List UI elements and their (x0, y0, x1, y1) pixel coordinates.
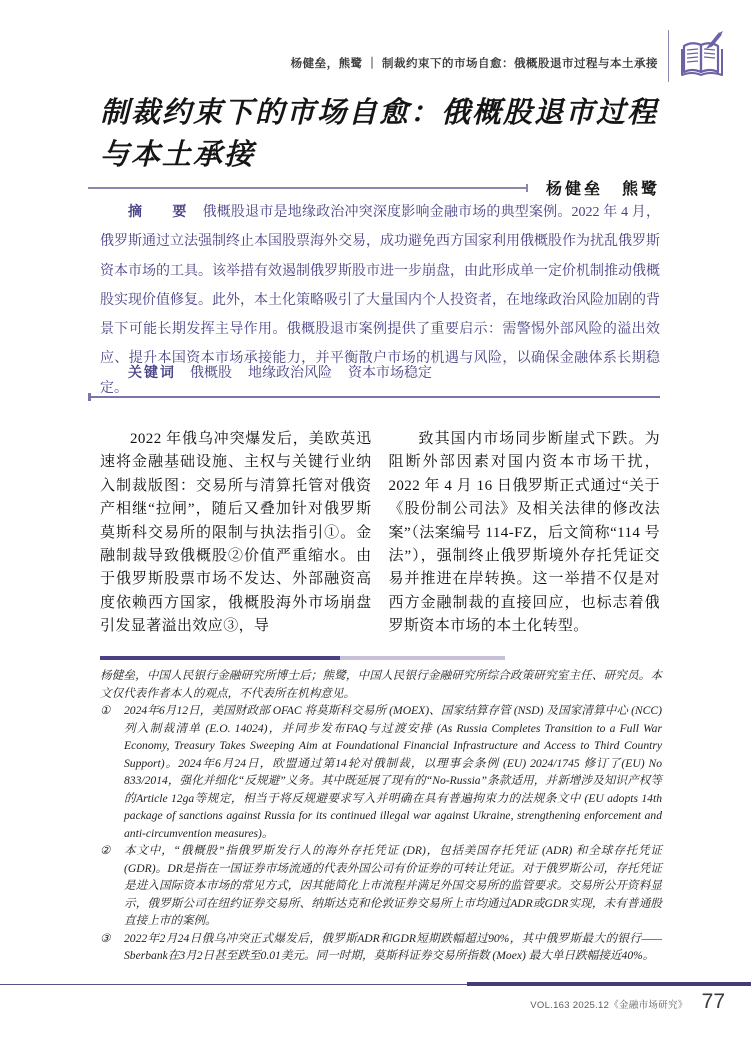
journal-volume: VOL.163 2025.12《金融市场研究》 (530, 1000, 688, 1011)
article-title-line1: 制裁约束下的市场自愈：俄概股退市过程 (100, 97, 659, 129)
page-header (0, 30, 725, 82)
footnote-2 (100, 842, 662, 930)
keyword-3: 资本市场稳定 (348, 366, 432, 381)
author-bio: 杨健垒，中国人民银行金融研究所博士后；熊鹭，中国人民银行金融研究所综合政策研究室主任、研究员。本文仅代表作者本人的观点，不代表所在机构意见。 (100, 669, 662, 700)
abstract-divider (88, 396, 660, 398)
journal-book-quill-icon (679, 30, 725, 82)
keywords-line (100, 362, 660, 382)
footnote-3 (100, 930, 662, 965)
footnote-1 (100, 702, 662, 842)
header-divider (668, 30, 669, 82)
article-title (100, 92, 675, 176)
body-left-column: 2022 年俄乌冲突爆发后，美欧英迅速将金融基础设施、主权与关键行业纳入制裁版图：交易所与清算托管对俄资产相继“拉闸”，随后又叠加针对俄罗斯莫斯科交易所的限制与执法指引①。金融制裁导致俄概股②价值严重缩水。由于俄罗斯股票市场不发达、外部融资高度依赖西方国家，俄概股海外市场崩盘引发显著溢出效应③，导 (100, 431, 372, 635)
footnote-separator-light (340, 656, 505, 660)
author-rule (88, 187, 528, 189)
abstract-label: 摘 要 (128, 205, 195, 220)
footer-rule-accent (467, 982, 751, 986)
article-title-line2: 与本土承接 (100, 139, 256, 171)
footnote-separator-dark (100, 656, 340, 660)
footnote-separator (100, 656, 505, 660)
footnote-2-marker: ② (100, 844, 111, 857)
body-columns (100, 428, 660, 639)
keyword-1: 俄概股 (190, 366, 232, 381)
page-number: 77 (701, 990, 725, 1013)
body-right-column: 致其国内市场同步断崖式下跌。为阻断外部因素对国内资本市场干扰，2022 年 4 月 16 日俄罗斯正式通过“关于《股份制公司法》及相关法律的修改法案”（法案编号 114-FZ，后文简称“114 号法”），强制终止俄罗斯境外存托凭证交易并推进在岸转换。这一举措不仅是对西方金融制裁的直接回应，也标志着俄罗斯资本市场的本土化转型。 (388, 431, 660, 635)
footnote-3-marker: ③ (100, 931, 111, 945)
footnote-1-marker: ① (100, 704, 111, 717)
footnote-1-text: 2024年6月12日，美国财政部 OFAC 将莫斯科交易所 (MOEX)、国家结算存管 (NSD) 及国家清算中心 (NCC) 列入制裁清单 (E.O. 14024)，并同步发布FAQ与过渡安排 (As Russia Completes Transition to a Full War Economy, Treasury Takes Sweeping Aim at Foundational Financial Infrastructure and Access to Third Country Support)。2024年6月24日，欧盟通过第14轮对俄制裁，以理事会条例 (EU) 2024/1745 修订了(EU) No 833/2014，强化并细化“反规避”义务。其中既延展了现有的“No-Russia”条款适用，并新增涉及知识产权等的Article 12ga等规定，相当于将反规避要求写入并明确在具有普遍拘束力的法规条文中 (EU adopts 14th package of sanctions against Russia for its continued illegal war against Ukraine, strengthening enforcement and anti-circumvention measures)。 (124, 704, 662, 840)
authors: 杨健垒 熊鹭 (545, 181, 660, 198)
keywords-label: 关键词 (128, 366, 176, 381)
footnote-2-text: 本文中，“俄概股”指俄罗斯发行人的海外存托凭证 (DR)，包括美国存托凭证 (ADR) 和全球存托凭证 (GDR)。DR是指在一国证券市场流通的代表外国公司有价证券的可转让凭证。对于俄罗斯公司，存托凭证是进入国际资本市场的常见方式，因其能简化上市流程并满足外国交易所的监管要求。交易所公开资料显示，俄罗斯公司在纽约证券交易所、纳斯达克和伦敦证券交易所上市均通过ADR或GDR实现，未有普通股直接上市的案例。 (124, 844, 662, 927)
page-footer (530, 990, 725, 1014)
footnotes (100, 667, 662, 965)
running-head: 杨健垒，熊鹭 ｜ 制裁约束下的市场自愈：俄概股退市过程与本土承接 (290, 58, 658, 70)
footnote-3-text: 2022年2月24日俄乌冲突正式爆发后，俄罗斯ADR和GDR短期跌幅超过90%，其中俄罗斯最大的银行——Sberbank在3月2日甚至跌至0.01美元。同一时期，莫斯科证券交易所指数 (Moex) 最大单日跌幅接近40%。 (124, 931, 662, 962)
abstract-text: 俄概股退市是地缘政治冲突深度影响金融市场的典型案例。2022 年 4 月，俄罗斯通过立法强制终止本国股票海外交易，成功避免西方国家利用俄概股作为扰乱俄罗斯资本市场的工具。该举措有效遏制俄罗斯股市进一步崩盘，由此形成单一定价机制推动俄概股实现价值修复。此外，本土化策略吸引了大量国内个人投资者，在地缘政治风险加剧的背景下可能长期发挥主导作用。俄概股退市案例提供了重要启示：需警惕外部风险的溢出效应、提升本国资本市场承接能力，并平衡散户市场的机遇与风险，以确保金融体系长期稳定。 (100, 205, 661, 396)
keyword-2: 地缘政治风险 (248, 366, 332, 381)
footer-rule (0, 984, 751, 985)
author-row (88, 176, 660, 199)
